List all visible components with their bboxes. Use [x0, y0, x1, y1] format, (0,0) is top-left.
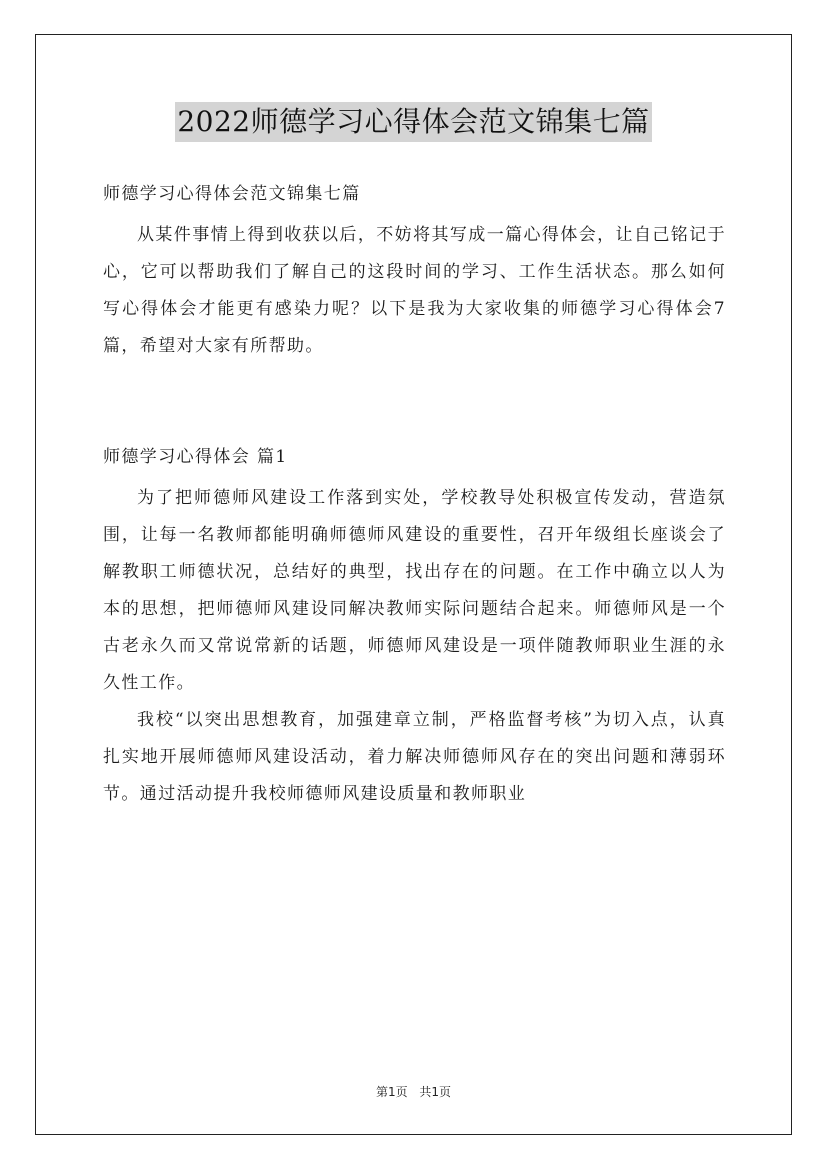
body-paragraph-1: 为了把师德师风建设工作落到实处，学校教导处积极宣传发动，营造氛围，让每一名教师都能明确师德师风建设的重要性，召开年级组长座谈会了解教职工师德状况，总结好的典型，找出存在的问题。在工作中确立以人为本的思想，把师德师风建设同解决教师实际问题结合起来。师德师风是一个古老永久而又常说常新的话题，师德师风建设是一项伴随教师职业生涯的永久性工作。: [103, 488, 726, 693]
page-total: 共1页: [419, 1085, 452, 1099]
document-subtitle: 师德学习心得体会范文锦集七篇: [103, 184, 361, 204]
page-footer: [0, 1083, 827, 1100]
intro-paragraph: 从某件事情上得到收获以后，不妨将其写成一篇心得体会，让自己铭记于心，它可以帮助我们了解自己的这段时间的学习、工作生活状态。那么如何写心得体会才能更有感染力呢？以下是我为大家收集的师德学习心得体会7篇，希望对大家有所帮助。: [103, 225, 726, 356]
section-heading: 师德学习心得体会 篇1: [103, 447, 288, 467]
document-body: [103, 176, 726, 813]
page-number: 第1页: [375, 1085, 408, 1099]
title-container: [0, 102, 827, 142]
section-spacer: [103, 365, 726, 439]
document-title: 2022师德学习心得体会范文锦集七篇: [175, 102, 651, 142]
body-paragraph-2: 我校“以突出思想教育，加强建章立制，严格监督考核”为切入点，认真扎实地开展师德师风建设活动，着力解决师德师风存在的突出问题和薄弱环节。通过活动提升我校师德师风建设质量和教师职业: [103, 710, 726, 804]
